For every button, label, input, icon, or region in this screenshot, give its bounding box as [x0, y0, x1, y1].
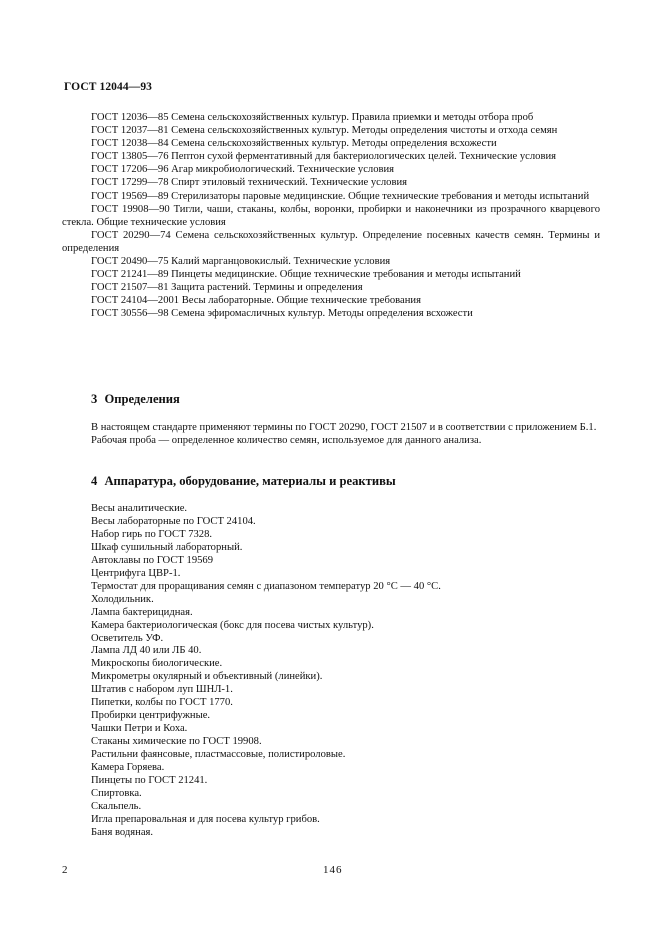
list-item: Лампа ЛД 40 или ЛБ 40. — [91, 645, 202, 657]
definition-paragraph: В настоящем стандарте применяют термины по ГОСТ 20290, ГОСТ 21507 и в соответствии с приложением Б.1. — [91, 422, 597, 433]
list-item: Автоклавы по ГОСТ 19569 — [91, 554, 214, 566]
reference-item: ГОСТ 21507—81 Защита растений. Термины и определения — [91, 282, 363, 294]
reference-item: ГОСТ 24104—2001 Весы лабораторные. Общие технические требования — [91, 295, 421, 307]
section-title: Аппаратура, оборудование, материалы и реактивы — [104, 474, 396, 488]
list-item: Штатив с набором луп ШНЛ-1. — [91, 684, 233, 696]
list-item: Камера бактериологическая (бокс для посева чистых культур). — [91, 619, 374, 631]
list-item: Игла препаровальная и для посева культур грибов. — [91, 813, 320, 825]
equipment-list — [91, 503, 611, 840]
definition-paragraph: Рабочая проба — определенное количество семян, используемое для данного анализа. — [91, 435, 482, 447]
reference-item: ГОСТ 20290—74 Семена сельскохозяйственных культур. Определение посевных качеств семян. Термины и определения — [62, 229, 600, 254]
reference-item: ГОСТ 19569—89 Стерилизаторы паровые медицинские. Общие технические требования и методы испытаний — [91, 190, 590, 202]
list-item: Холодильник. — [91, 593, 154, 605]
section-3-heading — [91, 392, 180, 407]
reference-item: ГОСТ 19908—90 Тигли, чаши, стаканы, колбы, воронки, пробирки и наконечники из прозрачного кварцевого стекла. Общие технические условия — [62, 203, 600, 228]
list-item: Весы аналитические. — [91, 503, 188, 514]
section-4-heading — [91, 474, 396, 489]
list-item: Камера Горяева. — [91, 762, 165, 774]
section-number: 4 — [91, 474, 98, 488]
page-number: 2 — [62, 864, 68, 876]
list-item: Шкаф сушильный лабораторный. — [91, 541, 243, 553]
reference-item: ГОСТ 12036—85 Семена сельскохозяйственных культур. Правила приемки и методы отбора проб — [91, 112, 534, 123]
reference-item: ГОСТ 17299—78 Спирт этиловый технический. Технические условия — [91, 177, 408, 189]
list-item: Термостат для проращивания семян с диапазоном температур 20 °С — 40 °С. — [91, 580, 441, 592]
section-3-body — [62, 421, 600, 447]
reference-item: ГОСТ 21241—89 Пинцеты медицинские. Общие технические требования и методы испытаний — [91, 269, 521, 281]
folio-number: 146 — [323, 864, 343, 876]
list-item: Центрифуга ЦВР-1. — [91, 567, 181, 579]
list-item: Пипетки, колбы по ГОСТ 1770. — [91, 697, 233, 709]
reference-item: ГОСТ 17206—96 Агар микробиологический. Технические условия — [91, 164, 395, 176]
reference-item: ГОСТ 13805—76 Пептон сухой ферментативный для бактериологических целей. Технические условия — [91, 151, 556, 163]
reference-item: ГОСТ 12038—84 Семена сельскохозяйственных культур. Методы определения всхожести — [91, 138, 497, 150]
reference-item: ГОСТ 20490—75 Калий марганцовокислый. Технические условия — [91, 256, 391, 268]
list-item: Спиртовка. — [91, 787, 142, 799]
list-item: Пинцеты по ГОСТ 21241. — [91, 775, 208, 787]
list-item: Осветитель УФ. — [91, 632, 164, 644]
list-item: Стаканы химические по ГОСТ 19908. — [91, 736, 262, 748]
reference-item: ГОСТ 12037—81 Семена сельскохозяйственных культур. Методы определения чистоты и отхода семян — [91, 125, 558, 137]
list-item: Скальпель. — [91, 800, 142, 812]
list-item: Микроскопы биологические. — [91, 658, 223, 670]
list-item: Весы лабораторные по ГОСТ 24104. — [91, 515, 256, 527]
list-item: Микрометры окулярный и объективный (линейки). — [91, 671, 323, 683]
section-title: Определения — [104, 392, 180, 406]
list-item: Лампа бактерицидная. — [91, 606, 193, 618]
reference-item: ГОСТ 30556—98 Семена эфиромасличных культур. Методы определения всхожести — [91, 308, 473, 320]
section-number: 3 — [91, 392, 98, 406]
list-item: Чашки Петри и Коха. — [91, 723, 188, 735]
list-item: Пробирки центрифужные. — [91, 710, 211, 722]
document-header: ГОСТ 12044—93 — [64, 81, 153, 93]
list-item: Набор гирь по ГОСТ 7328. — [91, 528, 213, 540]
normative-references — [62, 111, 600, 321]
list-item: Растильни фаянсовые, пластмассовые, полистироловые. — [91, 749, 346, 761]
list-item: Баня водяная. — [91, 826, 154, 838]
